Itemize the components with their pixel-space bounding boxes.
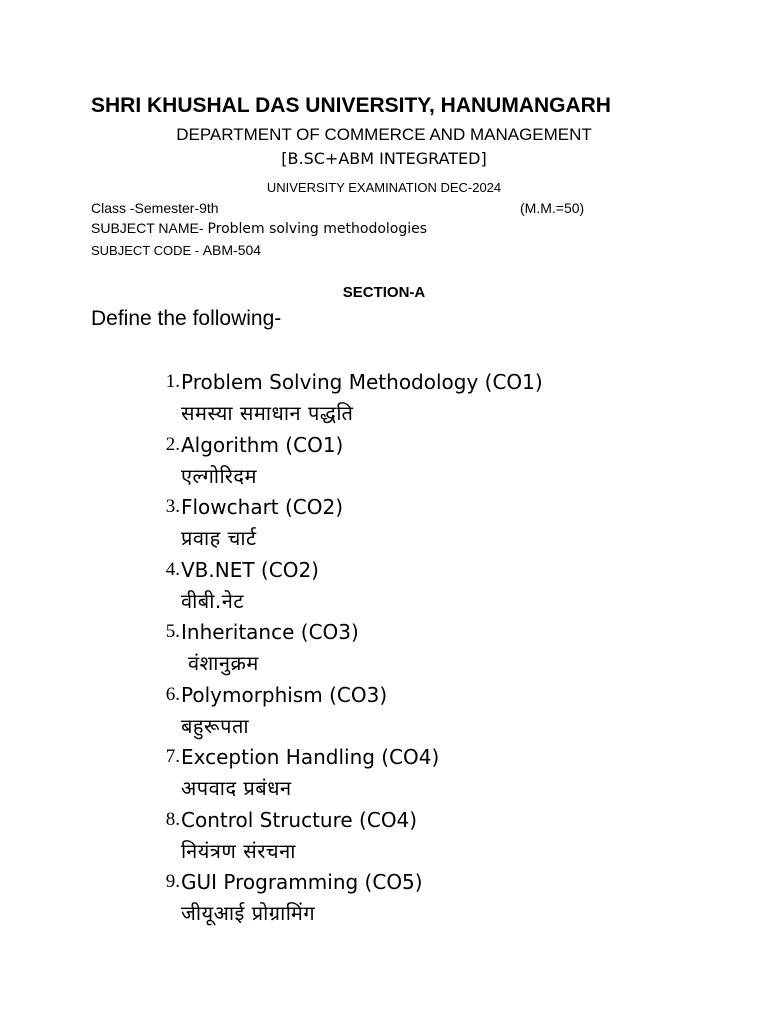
question-number: 4. <box>165 558 180 580</box>
question-item <box>150 868 710 931</box>
question-english: Inheritance (CO3) <box>181 620 359 644</box>
class-info: Class -Semester-9th <box>91 200 219 216</box>
question-item <box>150 556 710 619</box>
max-marks: (M.M.=50) <box>520 200 585 216</box>
question-english: Exception Handling (CO4) <box>181 745 440 769</box>
section-title: SECTION-A <box>342 284 426 301</box>
question-number: 7. <box>165 746 180 767</box>
question-number: 1. <box>165 371 180 392</box>
question-number: 2. <box>165 433 180 455</box>
program-name: [B.SC+ABM INTEGRATED] <box>281 149 487 168</box>
university-name: SHRI KHUSHAL DAS UNIVERSITY, HANUMANGARH <box>91 94 611 117</box>
question-english: Flowchart (CO2) <box>181 495 344 519</box>
subject-name-value: Problem solving methodologies <box>207 221 428 237</box>
question-english: Algorithm (CO1) <box>181 432 344 457</box>
question-hindi: जीयूआई प्रोग्रामिंग <box>181 901 316 925</box>
question-english: Polymorphism (CO3) <box>181 682 388 707</box>
question-english: Problem Solving Methodology (CO1) <box>181 370 543 394</box>
question-list <box>150 368 710 931</box>
question-item <box>150 743 710 806</box>
subject-code-value: ABM-504 <box>202 242 262 258</box>
question-item <box>150 431 710 494</box>
department-name: DEPARTMENT OF COMMERCE AND MANAGEMENT <box>176 125 592 144</box>
question-number: 9. <box>165 871 180 892</box>
subject-code <box>91 242 261 258</box>
question-item <box>150 368 710 431</box>
question-hindi: एल्गोरिदम <box>181 463 257 488</box>
subject-code-label: SUBJECT CODE - <box>91 243 203 258</box>
question-english: Control Structure (CO4) <box>181 807 418 832</box>
question-number: 8. <box>165 808 180 830</box>
question-hindi: वीबी.नेट <box>181 588 244 613</box>
question-hindi: अपवाद प्रबंधन <box>181 776 292 800</box>
question-item <box>150 681 710 744</box>
question-english: VB.NET (CO2) <box>181 557 319 582</box>
exam-title: UNIVERSITY EXAMINATION DEC-2024 <box>266 180 502 195</box>
subject-name-label: SUBJECT NAME- <box>91 220 208 236</box>
subject-name <box>91 220 427 237</box>
question-hindi: बहुरूपता <box>181 713 250 738</box>
question-item <box>150 806 710 869</box>
question-hindi: समस्या समाधान पद्धति <box>181 401 354 425</box>
question-item <box>150 618 710 681</box>
question-number: 3. <box>165 496 180 517</box>
question-item <box>150 493 710 556</box>
question-hindi: नियंत्रण संरचना <box>181 838 296 863</box>
question-hindi: प्रवाह चार्ट <box>181 526 257 550</box>
question-number: 6. <box>165 683 180 705</box>
question-hindi: वंशानुक्रम <box>188 651 259 675</box>
question-english: GUI Programming (CO5) <box>181 870 423 894</box>
question-number: 5. <box>165 621 180 642</box>
instruction: Define the following- <box>91 307 282 330</box>
